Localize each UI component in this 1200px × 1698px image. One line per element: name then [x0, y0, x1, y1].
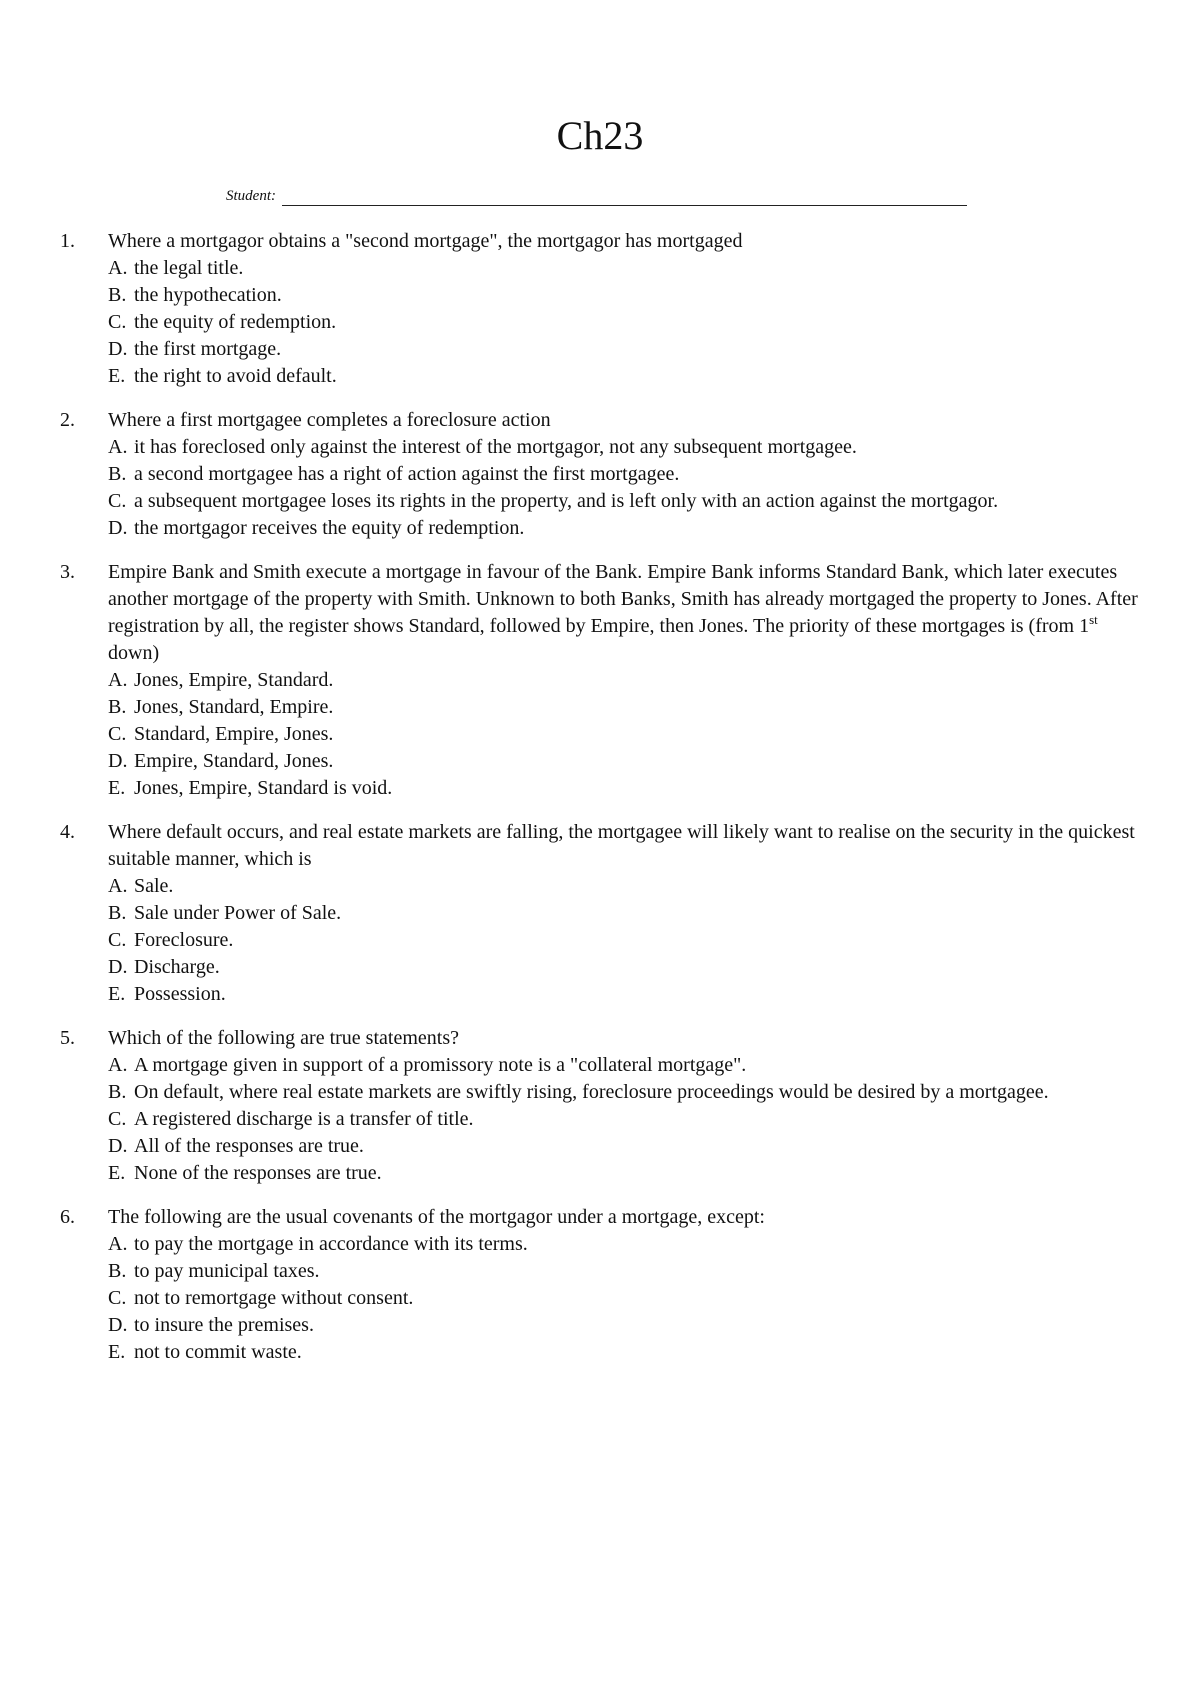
answer-option — [108, 927, 1145, 954]
question-text: Which of the following are true statements? — [108, 1027, 459, 1049]
question-2 — [60, 407, 1145, 542]
option-letter: E. — [108, 1341, 126, 1363]
option-letter: A. — [108, 1054, 128, 1076]
option-letter: A. — [108, 669, 128, 691]
option-text: Sale under Power of Sale. — [134, 902, 342, 924]
option-letter: D. — [108, 517, 128, 539]
ordinal-suffix: st — [1089, 612, 1098, 627]
option-letter: B. — [108, 696, 127, 718]
question-4 — [60, 819, 1145, 1008]
option-letter: B. — [108, 463, 127, 485]
option-letter: A. — [108, 436, 128, 458]
option-text: the legal title. — [134, 257, 244, 279]
option-letter: B. — [108, 902, 127, 924]
option-letter: A. — [108, 257, 128, 279]
option-letter: C. — [108, 1108, 127, 1130]
answer-option — [108, 775, 1145, 802]
option-letter: B. — [108, 284, 127, 306]
option-text: Empire, Standard, Jones. — [134, 750, 334, 772]
option-text: not to remortgage without consent. — [134, 1287, 414, 1309]
answer-option — [108, 1312, 1145, 1339]
option-text: the equity of redemption. — [134, 311, 337, 333]
question-5 — [60, 1025, 1145, 1187]
option-text: A registered discharge is a transfer of title. — [134, 1108, 474, 1130]
answer-option — [108, 721, 1145, 748]
option-text: a subsequent mortgagee loses its rights in the property, and is left only with an action against the mortgagor. — [134, 490, 999, 512]
option-letter: C. — [108, 723, 127, 745]
answer-option — [108, 336, 1145, 363]
answer-option — [108, 748, 1145, 775]
student-field — [226, 186, 967, 206]
question-text: The following are the usual covenants of the mortgagor under a mortgage, except: — [108, 1206, 765, 1228]
option-letter: E. — [108, 1162, 126, 1184]
option-letter: A. — [108, 875, 128, 897]
question-text: Where a mortgagor obtains a "second mortgage", the mortgagor has mortgaged — [108, 230, 743, 252]
option-text: Standard, Empire, Jones. — [134, 723, 334, 745]
answer-option — [108, 1339, 1145, 1366]
option-letter: A. — [108, 1233, 128, 1255]
question-number: 6. — [60, 1206, 75, 1228]
option-text: the hypothecation. — [134, 284, 282, 306]
question-6 — [60, 1204, 1145, 1366]
question-number: 4. — [60, 821, 75, 843]
question-number: 3. — [60, 561, 75, 583]
answer-option — [108, 900, 1145, 927]
question-list — [60, 228, 1145, 1383]
option-letter: E. — [108, 983, 126, 1005]
answer-option — [108, 434, 1145, 461]
option-text: Foreclosure. — [134, 929, 234, 951]
option-letter: D. — [108, 956, 128, 978]
option-letter: D. — [108, 750, 128, 772]
answer-option — [108, 1052, 1145, 1079]
option-text: it has foreclosed only against the interest of the mortgagor, not any subsequent mortgagee. — [134, 436, 857, 458]
option-text: a second mortgagee has a right of action against the first mortgagee. — [134, 463, 680, 485]
option-text: All of the responses are true. — [134, 1135, 364, 1157]
option-letter: C. — [108, 490, 127, 512]
option-letter: B. — [108, 1081, 127, 1103]
option-text: to insure the premises. — [134, 1314, 314, 1336]
option-letter: C. — [108, 929, 127, 951]
answer-option — [108, 873, 1145, 900]
option-letter: E. — [108, 365, 126, 387]
answer-option — [108, 667, 1145, 694]
answer-option — [108, 1133, 1145, 1160]
option-letter: D. — [108, 1135, 128, 1157]
page-title: Ch23 — [556, 113, 644, 158]
option-text: to pay municipal taxes. — [134, 1260, 320, 1282]
option-letter: C. — [108, 1287, 127, 1309]
answer-option — [108, 515, 1145, 542]
option-text: Jones, Standard, Empire. — [134, 696, 334, 718]
option-letter: D. — [108, 338, 128, 360]
answer-option — [108, 1160, 1145, 1187]
question-3 — [60, 559, 1145, 802]
option-letter: E. — [108, 777, 126, 799]
question-text-end: down) — [108, 642, 160, 664]
question-number: 2. — [60, 409, 75, 431]
answer-option — [108, 363, 1145, 390]
option-text: Jones, Empire, Standard is void. — [134, 777, 393, 799]
option-text: not to commit waste. — [134, 1341, 302, 1363]
question-1 — [60, 228, 1145, 390]
question-text-main: Empire Bank and Smith execute a mortgage in favour of the Bank. Empire Bank informs Standard Bank, which later executes another mortgage of the property with Smith. Unknown to both Banks, Smith has already mortgaged the property to Jones. After registration by all, the register shows Standard, followed by Empire, then Jones. The priority of these mortgages is (from 1 — [108, 561, 1138, 637]
student-name-blank[interactable] — [282, 191, 967, 206]
option-letter: B. — [108, 1260, 127, 1282]
student-label: Student: — [226, 188, 276, 204]
option-text: Possession. — [134, 983, 226, 1005]
answer-option — [108, 1285, 1145, 1312]
answer-option — [108, 981, 1145, 1008]
answer-option — [108, 488, 1145, 515]
answer-option — [108, 309, 1145, 336]
question-text — [108, 559, 1145, 667]
answer-option — [108, 954, 1145, 981]
answer-option — [108, 461, 1145, 488]
answer-option — [108, 694, 1145, 721]
answer-option — [108, 1079, 1145, 1106]
option-text: Jones, Empire, Standard. — [134, 669, 334, 691]
option-text: to pay the mortgage in accordance with its terms. — [134, 1233, 528, 1255]
option-text: A mortgage given in support of a promissory note is a "collateral mortgage". — [134, 1054, 747, 1076]
question-text: Where a first mortgagee completes a foreclosure action — [108, 409, 551, 431]
option-text: the mortgagor receives the equity of redemption. — [134, 517, 525, 539]
option-text: Discharge. — [134, 956, 220, 978]
answer-option — [108, 1258, 1145, 1285]
question-number: 5. — [60, 1027, 75, 1049]
option-text: None of the responses are true. — [134, 1162, 382, 1184]
option-letter: C. — [108, 311, 127, 333]
option-letter: D. — [108, 1314, 128, 1336]
question-number: 1. — [60, 230, 75, 252]
option-text: the first mortgage. — [134, 338, 282, 360]
answer-option — [108, 282, 1145, 309]
option-text: the right to avoid default. — [134, 365, 337, 387]
answer-option — [108, 1231, 1145, 1258]
option-text: On default, where real estate markets are swiftly rising, foreclosure proceedings would be desired by a mortgagee. — [134, 1081, 1049, 1103]
option-text: Sale. — [134, 875, 174, 897]
answer-option — [108, 1106, 1145, 1133]
question-text: Where default occurs, and real estate markets are falling, the mortgagee will likely want to realise on the security in the quickest suitable manner, which is — [108, 821, 1135, 870]
answer-option — [108, 255, 1145, 282]
